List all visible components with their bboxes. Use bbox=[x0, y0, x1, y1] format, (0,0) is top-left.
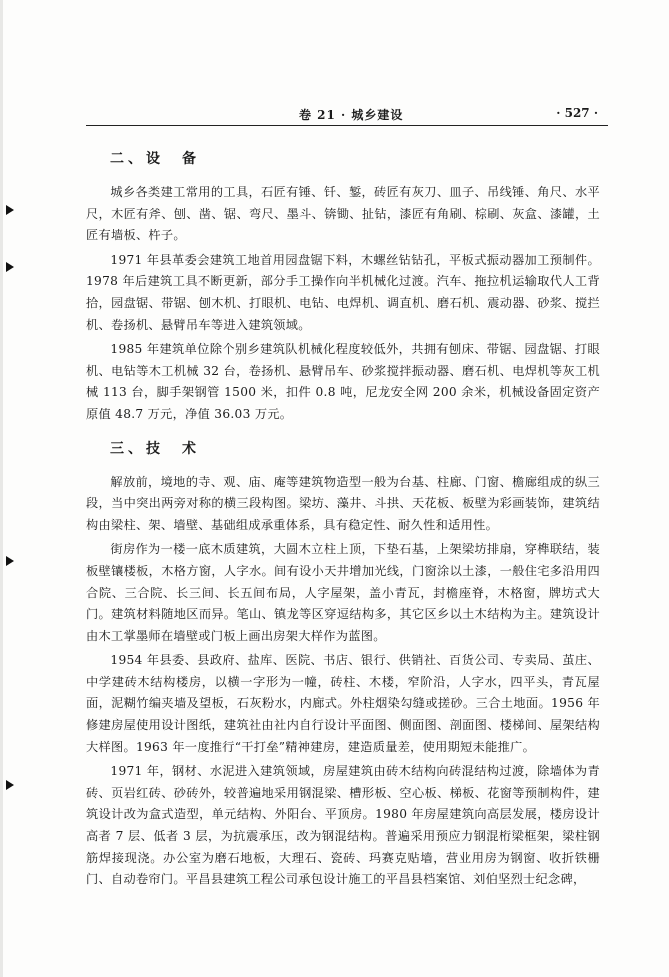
header-title: 卷 21 · 城乡建设 bbox=[299, 108, 404, 122]
page-body bbox=[86, 150, 600, 894]
binding-mark-icon bbox=[6, 205, 14, 215]
paragraph: 解放前，境地的寺、观、庙、庵等建筑物造型一般为台基、柱廊、门窗、檐廊组成的纵三段，当中突出两旁对称的横三段构图。梁坊、藻井、斗拱、天花板、板壁为彩画装饰，建筑结构由梁柱、架、墙壁、基础组成承重体系，具有稳定性、耐久性和适用性。 bbox=[86, 474, 600, 532]
binding-mark-icon bbox=[6, 556, 14, 566]
paragraph: 1985 年建筑单位除个别乡建筑队机械化程度较低外，共拥有刨床、带锯、园盘锯、打眼机、电钻等木工机械 32 台，卷扬机、悬臂吊车、砂浆搅拌振动器、磨石机、电焊机等灰工机械 113 台，脚手架钢管 1500 米，扣件 0.8 吨，尼龙安全网 200 余米，机械设备固定资产原值 48.7 万元，净值 36.03 万元。 bbox=[86, 342, 600, 421]
page-number: · 527 · bbox=[556, 106, 598, 120]
binding-mark-icon bbox=[6, 262, 14, 272]
scan-edge-shadow bbox=[0, 0, 3, 977]
paragraph: 街房作为一楼一底木质建筑，大圆木立柱上顶，下垫石基，上架梁坊排扇，穿榫联结，装板壁镶楼板，木格方窗，人字水。间有设小天井增加光线，门窗涂以土漆，一般住宅多沿用四合院、三合院、长三间、长五间布局，人字屋架，盖小青瓦，封檐座脊，木格窗，牌坊式大门。建筑材料随地区而异。笔山、镇龙等区穿逗结构多，其它区乡以土木结构为主。建筑设计由木工掌墨师在墙壁或门板上画出房架大样作为蓝图。 bbox=[86, 542, 600, 643]
binding-mark-icon bbox=[6, 780, 14, 790]
running-header bbox=[86, 103, 608, 126]
section-heading-technology: 三、技 术 bbox=[110, 440, 200, 457]
paragraph: 1971 年，钢材、水泥进入建筑领域，房屋建筑由砖木结构向砖混结构过渡，除墙体为青砖、页岩红砖、砂砖外，较普遍地采用钢混梁、槽形板、空心板、梯板、花窗等预制构件，建筑设计改为盒式造型，单元结构、外阳台、平顶房。1980 年房屋建筑向高层发展，楼房设计高者 7 层、低者 3 层，为抗震承压，改为钢混结构。普遍采用预应力钢混桁梁框架，梁柱钢筋焊接现浇。办公室为磨石地板，大理石、瓷砖、玛赛克贴墙，营业用房为钢窗、收折铁栅门、自动卷帘门。平昌县建筑工程公司承包设计施工的平昌县档案馆、刘伯坚烈士纪念碑， bbox=[86, 764, 600, 887]
paragraph: 1954 年县委、县政府、盐库、医院、书店、银行、供销社、百货公司、专卖局、茧庄、中学建砖木结构楼房，以横一字形为一幢，砖柱、木楼，窄阶沿，人字水，四平头，青瓦屋面，泥糊竹编夹墙及望板，石灰粉水，内廊式。外柱烟染勾缝或搓砂。三合土地面。1956 年修建房屋使用设计图纸，建筑社由社内自行设计平面图、侧面图、剖面图、楼梯间、屋架结构大样图。1963 年一度推行“干打垒”精神建房，建造质量差，使用期短未能推广。 bbox=[86, 653, 600, 754]
section-heading-equipment: 二、设 备 bbox=[110, 151, 200, 167]
paragraph: 1971 年县革委会建筑工地首用园盘锯下料，木螺丝钻钻孔，平板式振动器加工预制件。1978 年后建筑工具不断更新，部分手工操作向半机械化过渡。汽车、拖拉机运输取代人工背拾，园盘锯、带锯、刨木机、打眼机、电钻、电焊机、调直机、磨石机、震动器、砂浆、搅拦机、卷扬机、悬臂吊车等进入建筑领域。 bbox=[86, 252, 600, 332]
paragraph: 城乡各类建工常用的工具，石匠有锤、钎、錾，砖匠有灰刀、皿子、吊线锤、角尺、水平尺，木匠有斧、刨、凿、锯、弯尺、墨斗、锛锄、扯钻，漆匠有角刷、棕刷、灰盒、漆罐，土匠有墙板、杵子。 bbox=[86, 185, 600, 243]
